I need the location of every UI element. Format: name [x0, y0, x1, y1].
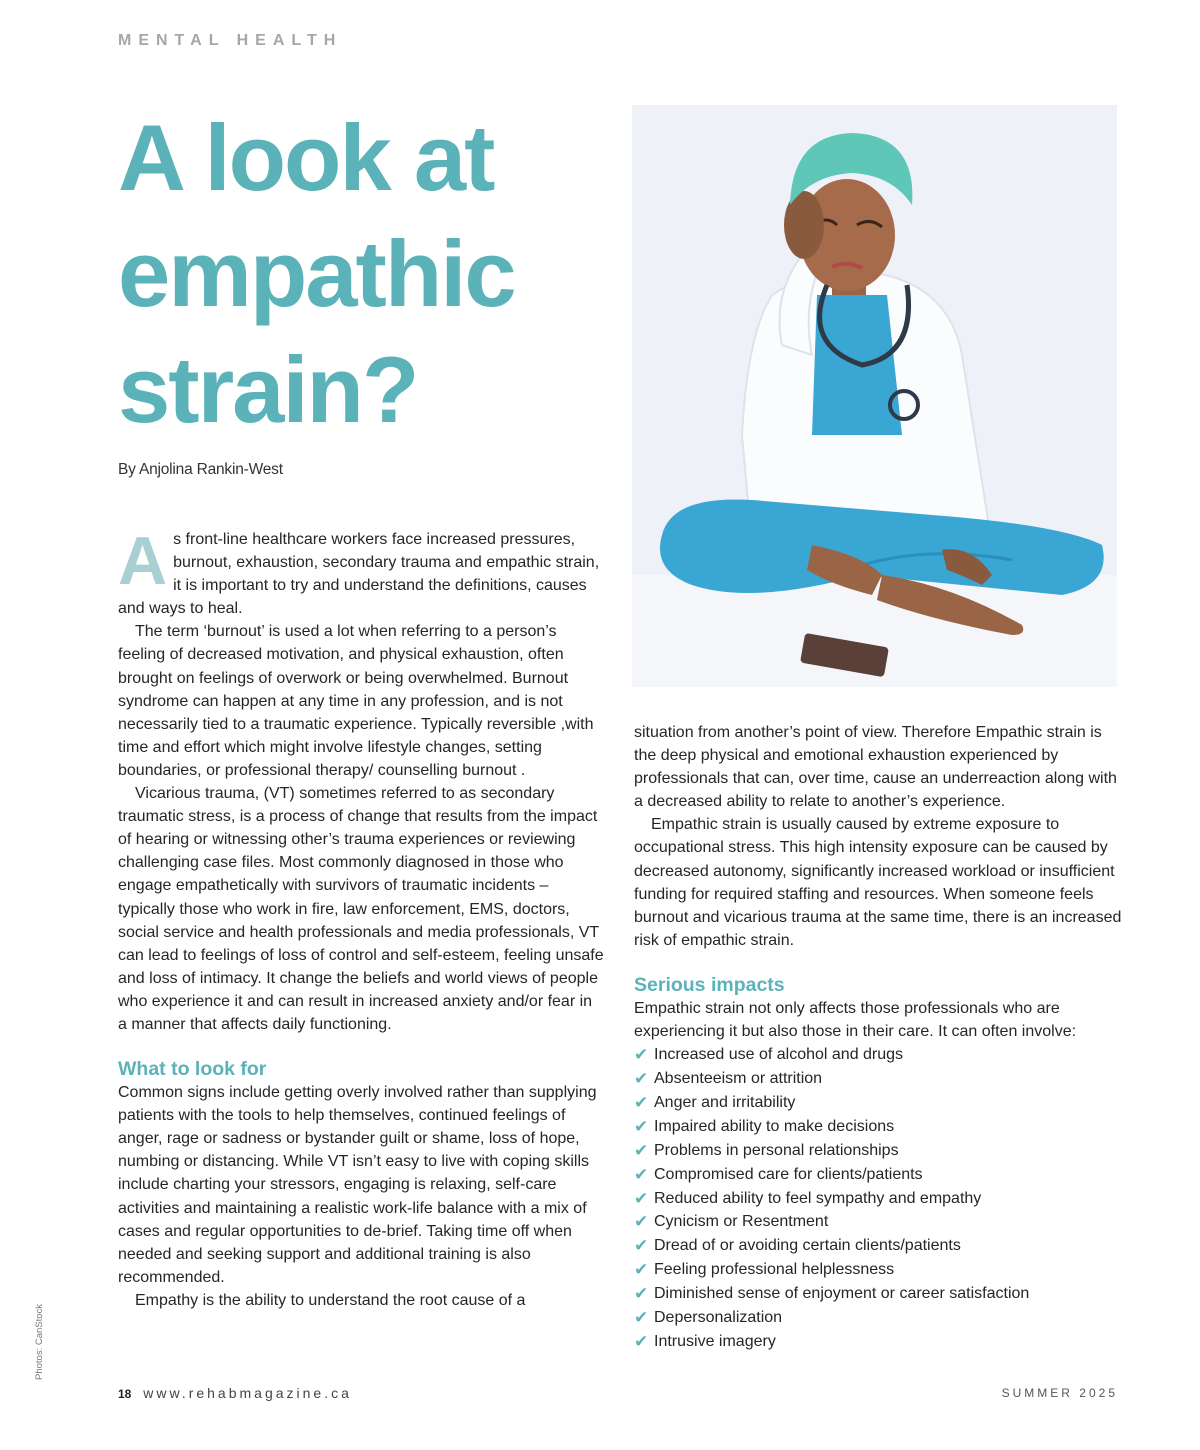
intro-text: s front-line healthcare workers face increased pressures, burnout, exhaustion, secondary trauma and empathic strain, it is important to try and understand the definitions, causes and ways to heal. — [118, 531, 600, 618]
checklist-item — [634, 1258, 1124, 1282]
right-column — [634, 721, 1124, 1354]
checklist-item — [634, 1282, 1124, 1306]
checklist-item — [634, 1234, 1124, 1258]
check-icon: ✔ — [634, 1069, 649, 1089]
website-link[interactable]: www.rehabmagazine.ca — [143, 1385, 352, 1401]
checklist-item — [634, 1187, 1124, 1211]
checklist-item-text: Problems in personal relationships — [654, 1141, 899, 1159]
checklist-item-text: Compromised care for clients/patients — [654, 1165, 923, 1183]
empathy-paragraph: Empathy is the ability to understand the root cause of a — [135, 1291, 526, 1309]
check-icon: ✔ — [634, 1092, 649, 1112]
headline-line-3: strain? — [118, 337, 418, 442]
impacts-paragraph: Empathic strain not only affects those professionals who are experiencing it but also those in their care. It can often involve: — [634, 999, 1077, 1041]
stressed-doctor-illustration — [632, 105, 1117, 687]
page-number: 18 — [118, 1387, 132, 1401]
checklist-item-text: Absenteeism or attrition — [654, 1070, 823, 1088]
check-icon: ✔ — [634, 1212, 649, 1232]
check-icon: ✔ — [634, 1332, 649, 1351]
checklist-item-text: Diminished sense of enjoyment or career satisfaction — [654, 1285, 1030, 1303]
checklist-item-text: Dread of or avoiding certain clients/patients — [654, 1237, 961, 1255]
issue-label: SUMMER 2025 — [1001, 1386, 1118, 1400]
checklist-item — [634, 1163, 1124, 1187]
headline — [118, 100, 618, 448]
subhead-serious-impacts: Serious impacts — [634, 973, 785, 996]
footer-left — [118, 1385, 352, 1401]
byline: By Anjolina Rankin-West — [118, 461, 283, 478]
continued-paragraph: situation from another’s point of view. Therefore Empathic strain is the deep physical and emotional exhaustion experienced by professionals that can, over time, cause an underreaction along with a decreased ability to relate to another’s experience. — [634, 724, 1117, 811]
checklist-item-text: Intrusive imagery — [654, 1333, 776, 1350]
subhead-what-to-look-for: What to look for — [118, 1058, 267, 1081]
signs-paragraph: Common signs include getting overly involved rather than supplying patients with the tools to help themselves, continued feelings of anger, rage or sadness or bystander guilt or shame, loss of hope, numbing or distancing. While VT isn’t easy to live with coping skills include charting your stressors, engaging is relaxing, self-care activities and maintaining a realistic work-life balance with a mix of cases and regular opportunities to de-brief. Taking time off when needed and seeking support and additional training is also recommended. — [118, 1084, 597, 1286]
burnout-paragraph: The term ‘burnout’ is used a lot when referring to a person’s feeling of decreased motivation, and physical exhaustion, often brought on feelings of overwork or being overwhelmed. Burnout syndrome can happen at any time in any profession, and is not necessarily tied to a traumatic experience. Typically reversible ,with time and effort which might involve lifestyle changes, setting boundaries, or professional therapy/ counselling burnout . — [118, 623, 594, 779]
checklist-item — [634, 1043, 1124, 1067]
check-icon: ✔ — [634, 1045, 649, 1065]
checklist-item-text: Impaired ability to make decisions — [654, 1117, 895, 1135]
checklist-item — [634, 1210, 1124, 1234]
photo-credit: Photos: CanStock — [34, 1303, 45, 1380]
headline-line-1: A look at — [118, 105, 494, 210]
checklist-item-text: Anger and irritability — [654, 1093, 796, 1111]
checklist-item — [634, 1067, 1124, 1091]
impact-checklist — [634, 1043, 1124, 1354]
checklist-item-text: Increased use of alcohol and drugs — [654, 1046, 904, 1064]
check-icon: ✔ — [634, 1236, 649, 1256]
check-icon: ✔ — [634, 1164, 649, 1184]
checklist-item-text: Cynicism or Resentment — [654, 1213, 829, 1231]
headline-line-2: empathic — [118, 221, 515, 326]
drop-cap: A — [118, 523, 168, 599]
checklist-item — [634, 1091, 1124, 1115]
checklist-item-text: Depersonalization — [654, 1309, 783, 1327]
vicarious-trauma-paragraph: Vicarious trauma, (VT) sometimes referred to as secondary traumatic stress, is a process of change that results from the impact of hearing or witnessing other’s trauma experiences or reviewing challenging case files. Most commonly diagnosed in those who engage empathetically with survivors of traumatic incidents – typically those who work in fire, law enforcement, EMS, doctors, social service and health professionals and media professionals, VT can lead to feelings of loss of control and self-esteem, feeling unsafe and loss of intimacy. It change the beliefs and world views of people who experience it and can result in increased anxiety and/or fear in a manner that affects daily functioning. — [118, 785, 604, 1033]
check-icon: ✔ — [634, 1116, 649, 1136]
check-icon: ✔ — [634, 1284, 649, 1304]
check-icon: ✔ — [634, 1260, 649, 1280]
causes-paragraph: Empathic strain is usually caused by extreme exposure to occupational stress. This high intensity exposure can be caused by decreased autonomy, significantly increased workload or insufficient funding for required staffing and resources. When someone feels burnout and vicarious trauma at the same time, there is an increased risk of empathic strain. — [634, 816, 1122, 949]
section-label: MENTAL HEALTH — [118, 32, 343, 49]
check-icon: ✔ — [634, 1140, 649, 1160]
check-icon: ✔ — [634, 1188, 649, 1208]
intro-paragraph — [118, 523, 604, 620]
checklist-item — [634, 1306, 1124, 1330]
left-column — [118, 523, 604, 1312]
check-icon: ✔ — [634, 1308, 649, 1328]
checklist-item — [634, 1330, 1124, 1354]
checklist-item-text: Reduced ability to feel sympathy and empathy — [654, 1189, 982, 1207]
article-photo — [632, 105, 1117, 687]
checklist-item-text: Feeling professional helplessness — [654, 1261, 895, 1279]
checklist-item — [634, 1139, 1124, 1163]
checklist-item — [634, 1115, 1124, 1139]
